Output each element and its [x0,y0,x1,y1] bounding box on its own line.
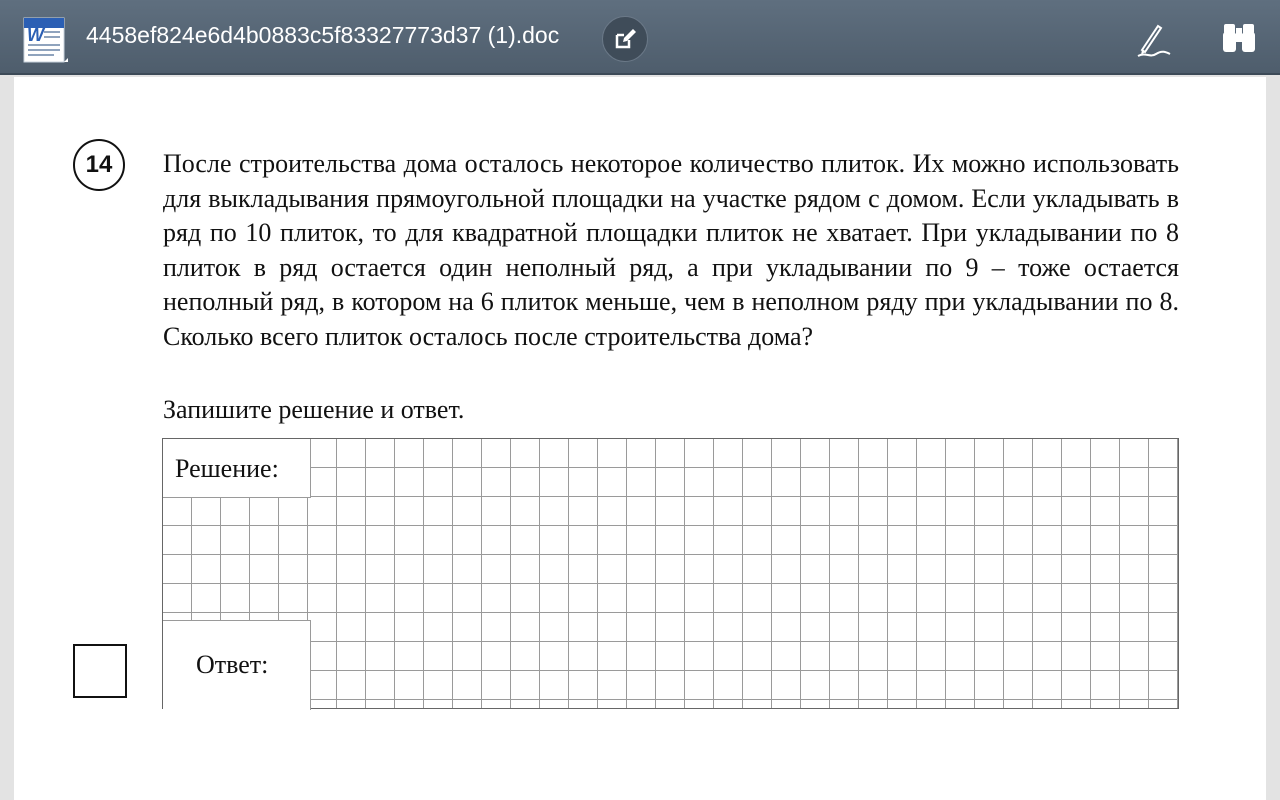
solution-label: Решение: [163,439,311,498]
svg-text:W: W [27,25,44,45]
document-page [14,77,1266,800]
edit-icon [613,27,637,51]
word-document-icon[interactable] [20,16,68,64]
binoculars-icon [1216,16,1262,62]
answer-label: Ответ: [163,620,311,710]
question-text: После строительства дома осталось некоторое количество плиток. Их можно использовать для выкладывания прямоугольной площадки на участке рядом с домом. Если укладывать в ряд по 10 плиток, то для квадратной площадки плиток не хватает. При укладывании по 8 плиток в ряд остается один неполный ряд, а при укладывании по 9 – тоже остается неполный ряд, в котором на 6 плиток меньше, чем в неполном ряду при укладывании по 8. Сколько всего плиток осталось после строительства дома? [163,149,1179,351]
find-button[interactable] [1216,16,1262,62]
score-box [73,644,127,698]
instruction-text: Запишите решение и ответ. [163,395,465,424]
file-name: 4458ef824e6d4b0883c5f83327773d37 (1).doc [86,22,560,48]
answer-grid [162,438,1179,709]
question-number: 14 [73,139,125,191]
pen-icon [1130,16,1176,62]
annotate-button[interactable] [1130,16,1176,62]
edit-button[interactable] [602,16,648,62]
top-toolbar [0,0,1280,75]
